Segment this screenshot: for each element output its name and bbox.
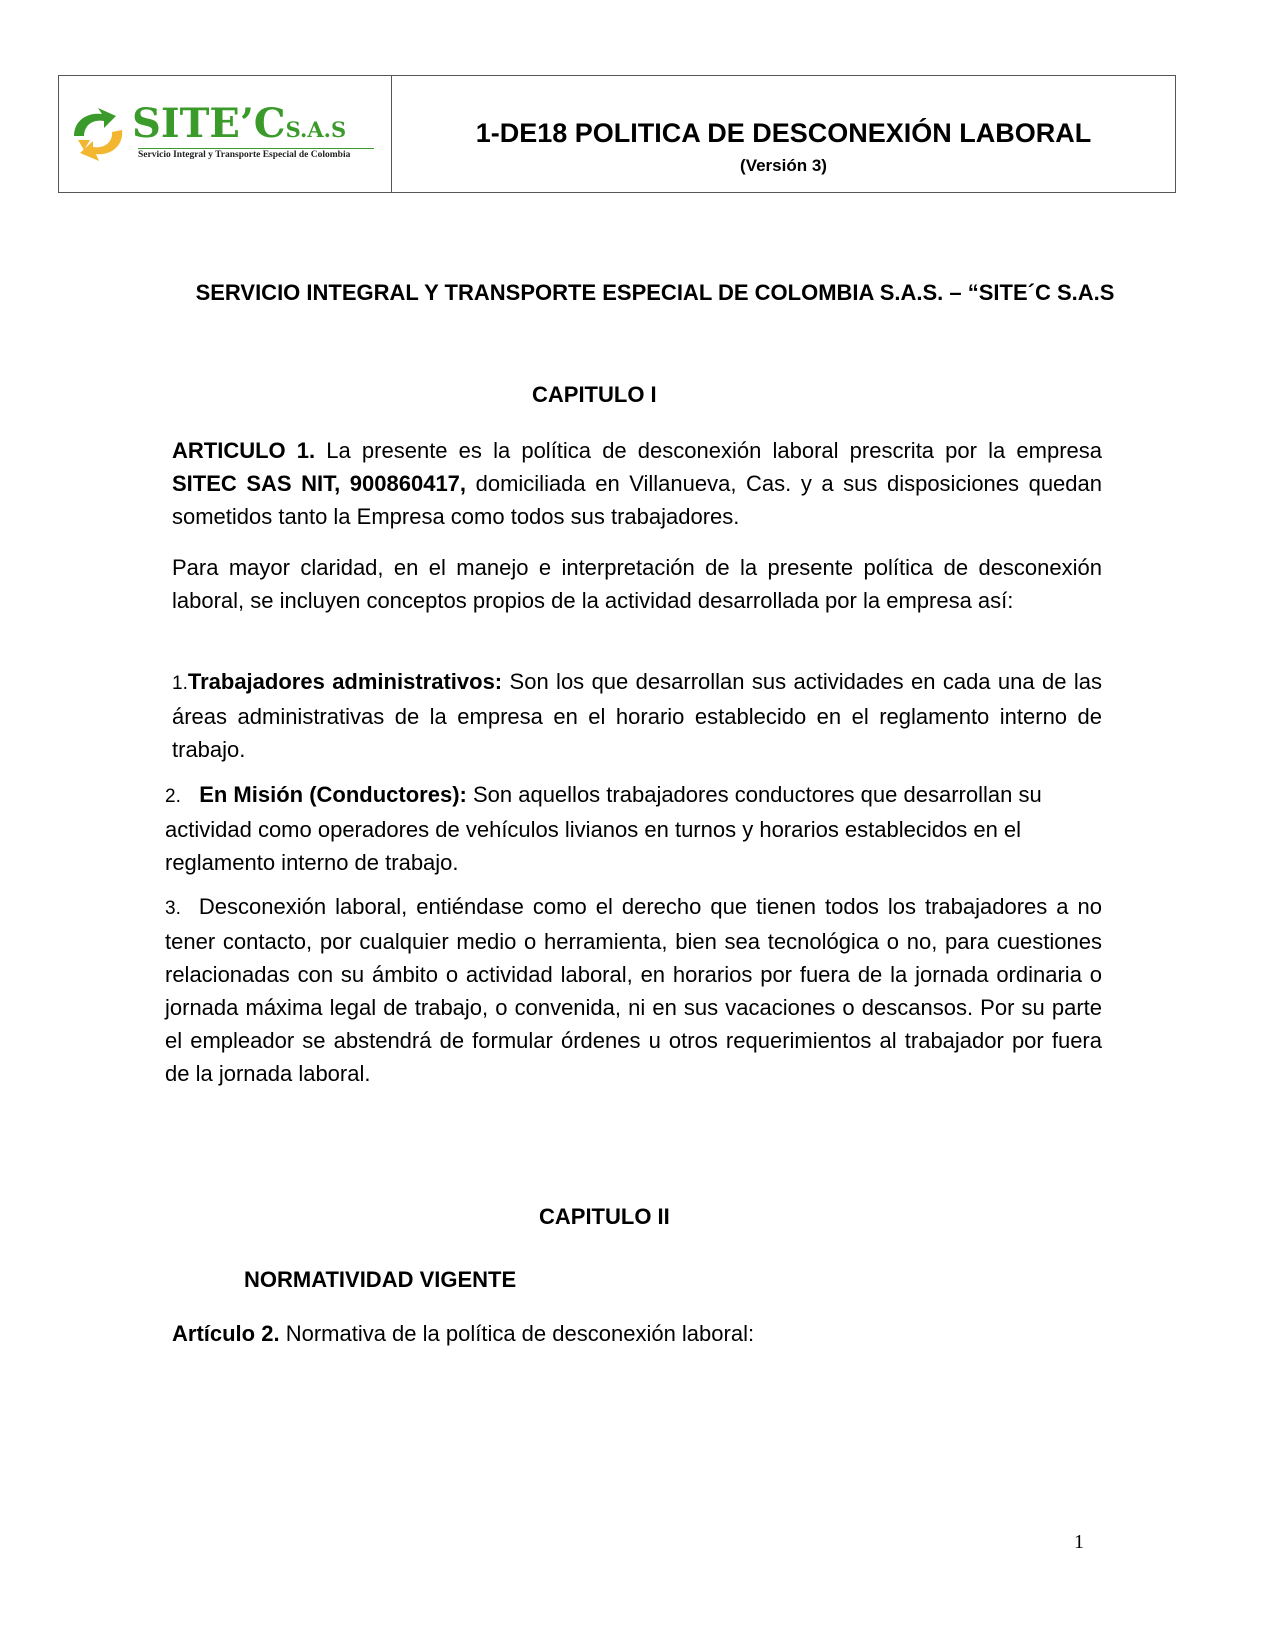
article-1-company: SITEC SAS NIT, 900860417, xyxy=(172,471,467,496)
chapter-2-subheading: NORMATIVIDAD VIGENTE xyxy=(244,1267,517,1292)
list-item-number: 3. xyxy=(165,898,181,919)
article-1-label: ARTICULO 1. xyxy=(172,438,316,463)
company-logo xyxy=(68,100,383,164)
article-1-text-a: La presente es la política de desconexión laboral prescrita por la empresa xyxy=(315,438,1102,463)
list-item-term: Trabajadores administrativos: xyxy=(187,669,503,694)
logo-tagline: Servicio Integral y Transporte Especial de Colombia xyxy=(138,148,374,160)
document-header xyxy=(58,75,1176,193)
company-heading: SERVICIO INTEGRAL Y TRANSPORTE ESPECIAL DE COLOMBIA S.A.S. – “SITE´C S.A.S xyxy=(195,280,1115,305)
list-item-number: 2. xyxy=(165,786,181,807)
list-item xyxy=(172,665,1102,766)
chapter-1-heading: CAPITULO I xyxy=(532,382,657,407)
intro-paragraph: Para mayor claridad, en el manejo e interpretación de la presente política de desconexión laboral, se incluyen conceptos propios de la actividad desarrollada por la empresa así: xyxy=(172,555,1102,613)
list-item-text: Son aquellos trabajadores conductores que desarrollan su actividad como operadores de vehículos livianos en turnos y horarios establecidos en el reglamento interno de trabajo. xyxy=(165,782,1042,875)
list-item-number: 1. xyxy=(172,673,188,694)
logo-wordmark: SITE’CS.A.S xyxy=(132,100,347,147)
article-2-text: Normativa de la política de desconexión laboral: xyxy=(279,1321,755,1346)
article-2 xyxy=(172,1317,1102,1350)
document-title: 1-DE18 POLITICA DE DESCONEXIÓN LABORAL xyxy=(475,118,1092,148)
chapter-2-heading: CAPITULO II xyxy=(539,1204,670,1229)
document-version: (Versión 3) xyxy=(740,156,827,175)
page-number: 1 xyxy=(1074,1531,1084,1553)
list-item xyxy=(165,890,1102,1090)
list-item-text: Desconexión laboral, entiéndase como el derecho que tienen todos los trabajadores a no tener contacto, por cualquier medio o herramienta, bien sea tecnológica o no, para cuestiones relacionadas con su ámbito o actividad laboral, en horarios por fuera de la jornada ordinaria o jornada máxima legal de trabajo, o convenida, ni en sus vacaciones o descansos. Por su parte el empleador se abstendrá de formular órdenes u otros requerimientos al trabajador por fuera de la jornada laboral. xyxy=(165,894,1103,1086)
list-item-term: En Misión (Conductores): xyxy=(199,782,467,807)
logo-cell xyxy=(59,76,392,192)
article-1 xyxy=(172,434,1102,533)
article-1-text-b: domiciliada en Villanueva, Cas. y a sus disposiciones quedan sometidos tanto la Empresa como todos sus trabajadores. xyxy=(172,471,1102,529)
article-2-label: Artículo 2. xyxy=(172,1321,280,1346)
list-item xyxy=(165,778,1085,879)
list-item-text: Son los que desarrollan sus actividades en cada una de las áreas administrativas de la empresa en el horario establecido en el reglamento interno de trabajo. xyxy=(172,669,1103,762)
recycle-arrows-icon xyxy=(68,106,128,162)
title-cell xyxy=(392,76,1175,192)
